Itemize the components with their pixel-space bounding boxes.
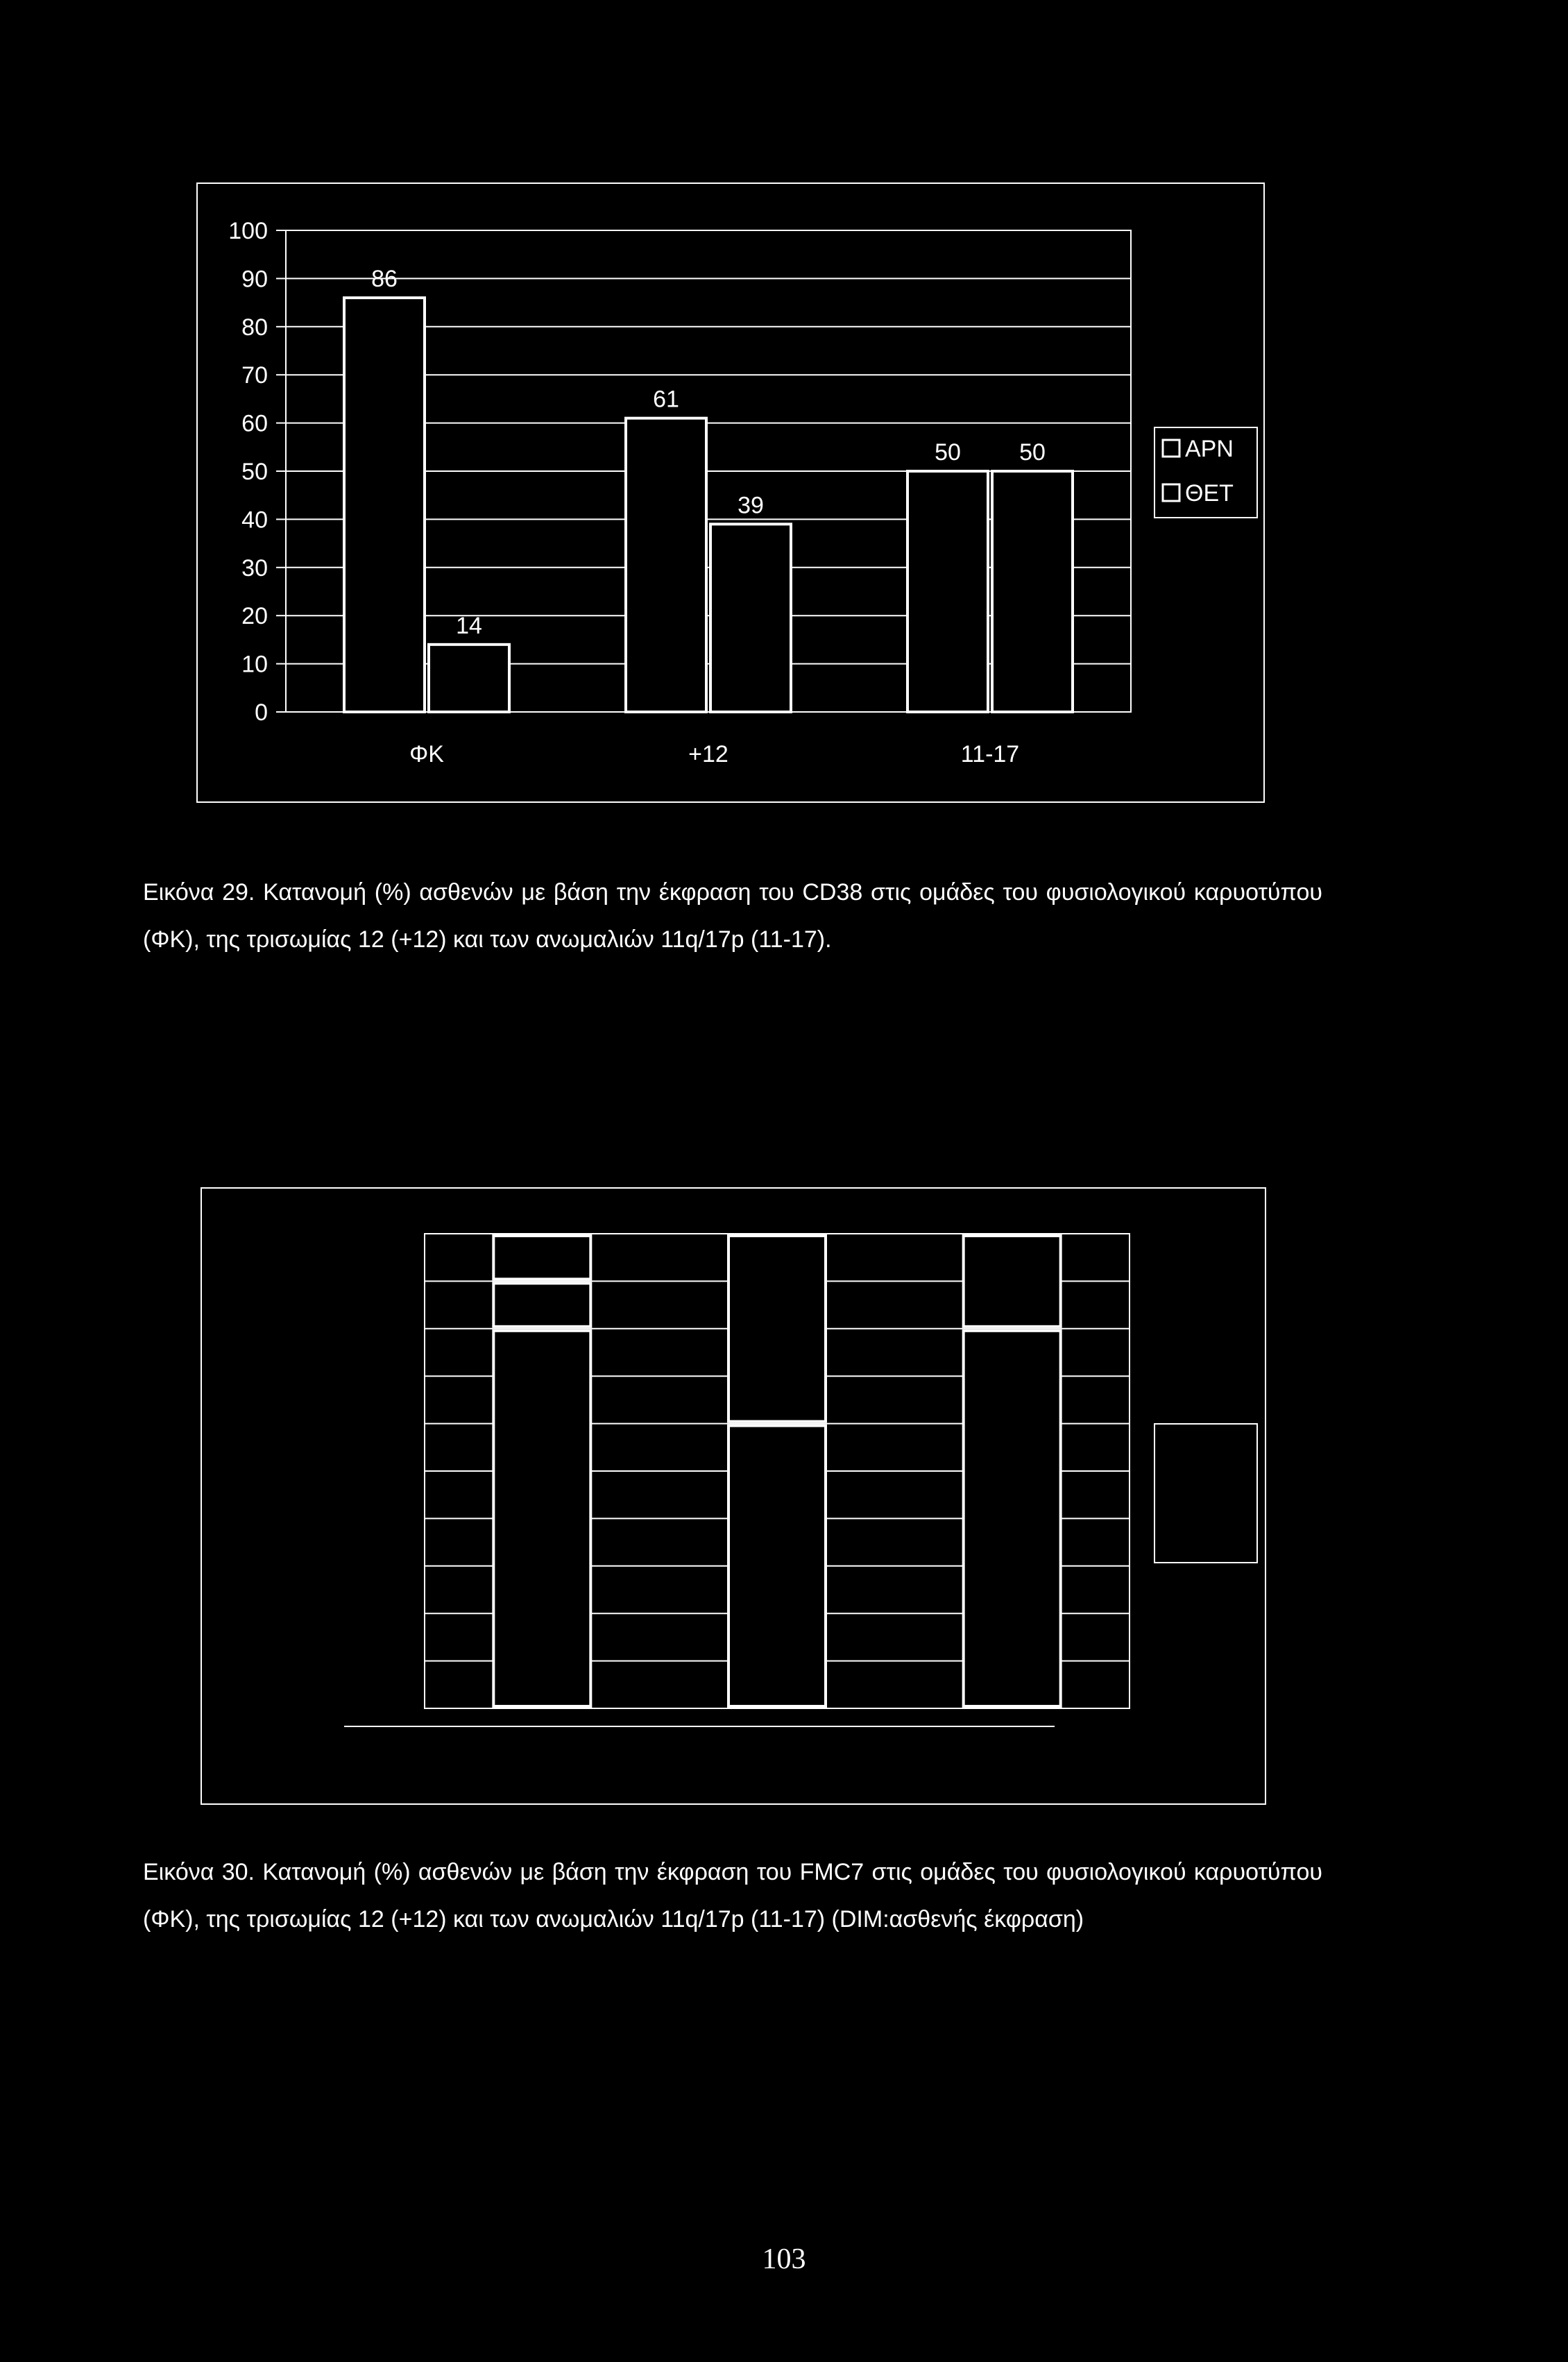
legend-label: ΘΕΤ	[1185, 480, 1234, 507]
y-tick-label: 0	[255, 699, 268, 726]
bar-segment	[964, 1331, 1061, 1706]
data-label: 14	[456, 612, 482, 639]
data-label: 50	[935, 439, 961, 466]
bar-segment	[493, 1331, 590, 1706]
bar-segment	[728, 1236, 826, 1422]
y-tick-label: 20	[241, 603, 268, 630]
y-tick-label: 10	[241, 651, 268, 678]
y-tick-label: 70	[241, 362, 268, 389]
y-tick-label: 100	[228, 218, 268, 244]
bar-segment	[964, 1236, 1061, 1327]
y-tick-label: 40	[241, 507, 268, 534]
y-tick-label: 30	[241, 554, 268, 581]
y-tick-label: 80	[241, 314, 268, 341]
x-tick-label: +12	[688, 741, 728, 767]
figure-30-caption: Εικόνα 30. Κατανομή (%) ασθενών με βάση την έκφραση του FMC7 στις ομάδες του φυσιολογικού καρυοτύπου (ΦΚ), της τρισωμίας 12 (+12) και των ανωμαλιών 11q/17p (11-17) (DIM:ασθενής έκφραση)	[143, 1859, 1322, 1932]
page-number: 103	[762, 2243, 806, 2275]
data-label: 86	[371, 266, 398, 293]
y-tick-label: 60	[241, 410, 268, 437]
x-tick-label: 11-17	[960, 741, 1020, 767]
y-tick-label: 90	[241, 266, 268, 293]
data-label: 39	[738, 492, 764, 519]
x-tick-label: ΦΚ	[409, 741, 444, 767]
bar-segment	[493, 1283, 590, 1326]
figure-29-caption: Εικόνα 29. Κατανομή (%) ασθενών με βάση την έκφραση του CD38 στις ομάδες του φυσιολογικού καρυοτύπου (ΦΚ), της τρισωμίας 12 (+12) και των ανωμαλιών 11q/17p (11-17).	[143, 879, 1322, 953]
legend-label: ΑΡΝ	[1185, 436, 1234, 462]
bar-segment	[493, 1236, 590, 1279]
data-label: 61	[653, 386, 679, 413]
y-tick-label: 50	[241, 459, 268, 485]
bar-segment	[728, 1426, 826, 1706]
legend	[1154, 1424, 1257, 1563]
data-label: 50	[1019, 439, 1046, 466]
